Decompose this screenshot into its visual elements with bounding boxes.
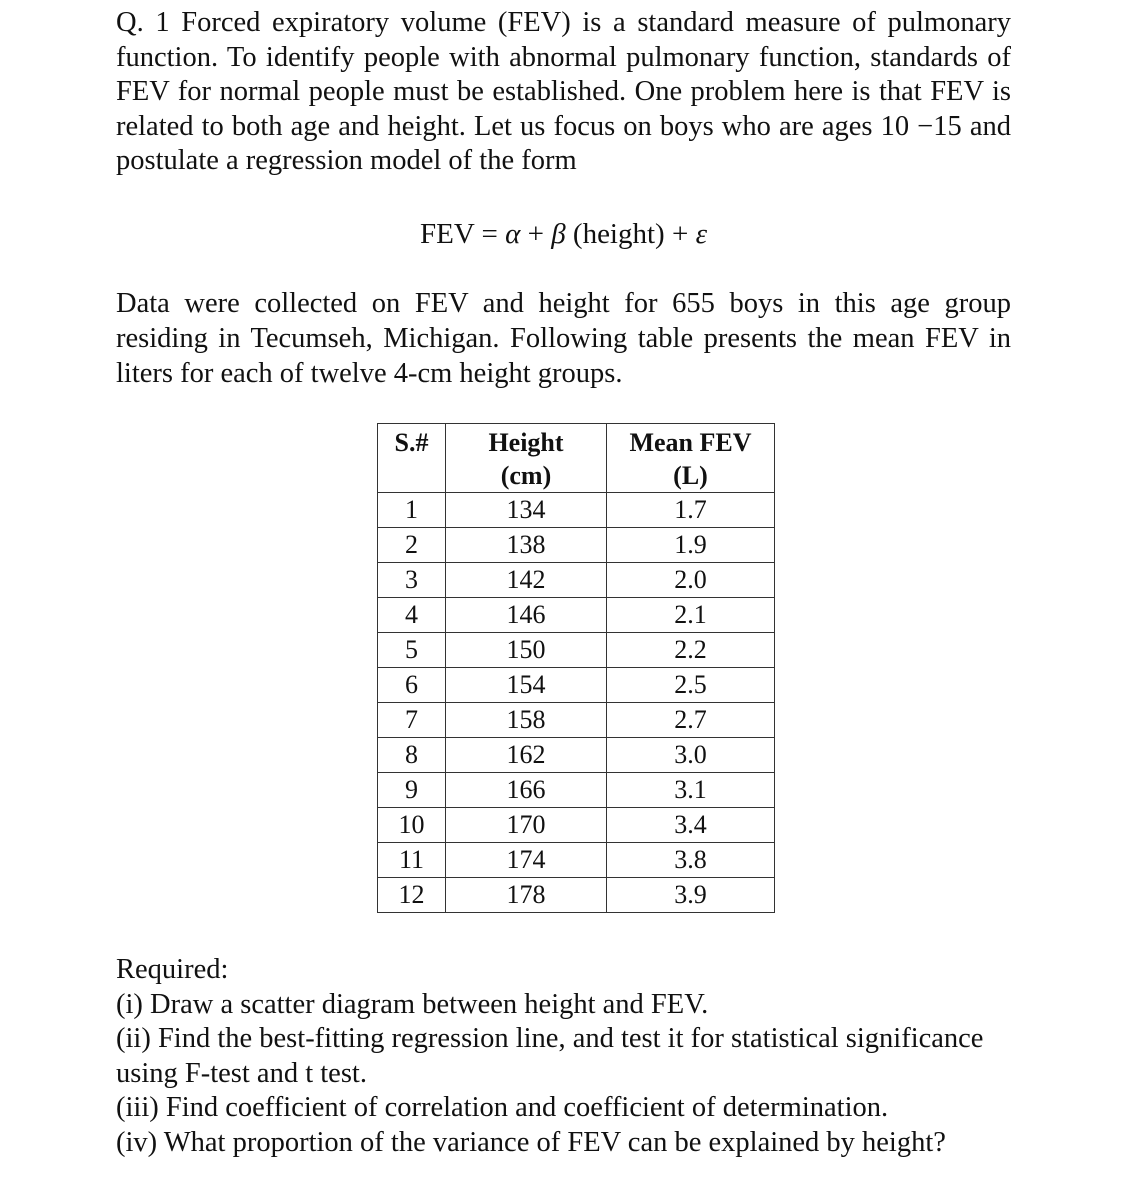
table-row (378, 878, 775, 913)
required-list (116, 988, 1016, 1161)
cell-height: 150 (446, 633, 607, 668)
cell-mean-fev: 2.7 (607, 703, 775, 738)
equation-term: (height) + (565, 218, 696, 250)
cell-height: 170 (446, 808, 607, 843)
required-item: (iv) What proportion of the variance of FEV can be explained by height? (116, 1126, 946, 1158)
cell-sno: 11 (378, 843, 446, 878)
table-row (378, 633, 775, 668)
table-row (378, 528, 775, 563)
table-header-row (378, 424, 775, 493)
table-row (378, 563, 775, 598)
table-row (378, 703, 775, 738)
question-intro: Q. 1 Forced expiratory volume (FEV) is a standard measure of pulmonary function. To identify people with abnormal pulmonary function, standards of FEV for normal people must be established. One problem here is that FEV is related to both age and height. Let us focus on boys who are ages 10 −15 and postulate a regression model of the form (116, 7, 1011, 177)
cell-mean-fev: 1.9 (607, 528, 775, 563)
cell-height: 158 (446, 703, 607, 738)
required-item: (ii) Find the best-fitting regression line, and test it for statistical significance using F-test and t test. (116, 1023, 984, 1089)
data-description: Data were collected on FEV and height for 655 boys in this age group residing in Tecumseh, Michigan. Following table presents the mean FEV in liters for each of twelve 4-cm height groups. (116, 288, 1011, 389)
equation-epsilon: ε (695, 218, 707, 250)
header-fev-unit: (L) (673, 461, 708, 490)
cell-sno: 9 (378, 773, 446, 808)
table-row (378, 843, 775, 878)
cell-mean-fev: 2.1 (607, 598, 775, 633)
header-sno-label: S.# (394, 428, 429, 457)
cell-mean-fev: 3.8 (607, 843, 775, 878)
equation-plus: + (520, 218, 552, 250)
cell-sno: 12 (378, 878, 446, 913)
header-fev-label: Mean FEV (629, 428, 752, 457)
table-row (378, 493, 775, 528)
cell-sno: 1 (378, 493, 446, 528)
cell-height: 154 (446, 668, 607, 703)
cell-height: 146 (446, 598, 607, 633)
cell-height: 134 (446, 493, 607, 528)
cell-mean-fev: 2.5 (607, 668, 775, 703)
required-item: (i) Draw a scatter diagram between height and FEV. (116, 988, 709, 1020)
regression-equation (0, 216, 1127, 252)
cell-height: 138 (446, 528, 607, 563)
equation-beta: β (551, 218, 566, 250)
cell-mean-fev: 3.9 (607, 878, 775, 913)
table-row (378, 738, 775, 773)
cell-sno: 7 (378, 703, 446, 738)
cell-sno: 5 (378, 633, 446, 668)
cell-sno: 3 (378, 563, 446, 598)
cell-sno: 4 (378, 598, 446, 633)
required-heading: Required: (116, 954, 229, 985)
cell-sno: 2 (378, 528, 446, 563)
required-item: (iii) Find coefficient of correlation and coefficient of determination. (116, 1092, 889, 1123)
table-row (378, 668, 775, 703)
header-mean-fev (607, 424, 775, 493)
cell-mean-fev: 3.1 (607, 773, 775, 808)
header-height (446, 424, 607, 493)
cell-sno: 10 (378, 808, 446, 843)
header-height-label: Height (488, 428, 564, 457)
cell-sno: 8 (378, 738, 446, 773)
required-section (116, 953, 1016, 1160)
cell-height: 178 (446, 878, 607, 913)
table-row (378, 808, 775, 843)
equation-lhs: FEV (419, 218, 475, 250)
cell-mean-fev: 3.4 (607, 808, 775, 843)
cell-mean-fev: 2.0 (607, 563, 775, 598)
cell-height: 166 (446, 773, 607, 808)
table-row (378, 773, 775, 808)
fev-table (377, 423, 775, 913)
header-sno (378, 424, 446, 493)
equation-equals: = (474, 218, 506, 250)
cell-sno: 6 (378, 668, 446, 703)
cell-mean-fev: 1.7 (607, 493, 775, 528)
cell-height: 174 (446, 843, 607, 878)
cell-mean-fev: 2.2 (607, 633, 775, 668)
cell-height: 162 (446, 738, 607, 773)
table-body (378, 493, 775, 913)
cell-height: 142 (446, 563, 607, 598)
cell-mean-fev: 3.0 (607, 738, 775, 773)
equation-alpha: α (505, 218, 521, 250)
header-height-unit: (cm) (500, 461, 552, 490)
table-row (378, 598, 775, 633)
